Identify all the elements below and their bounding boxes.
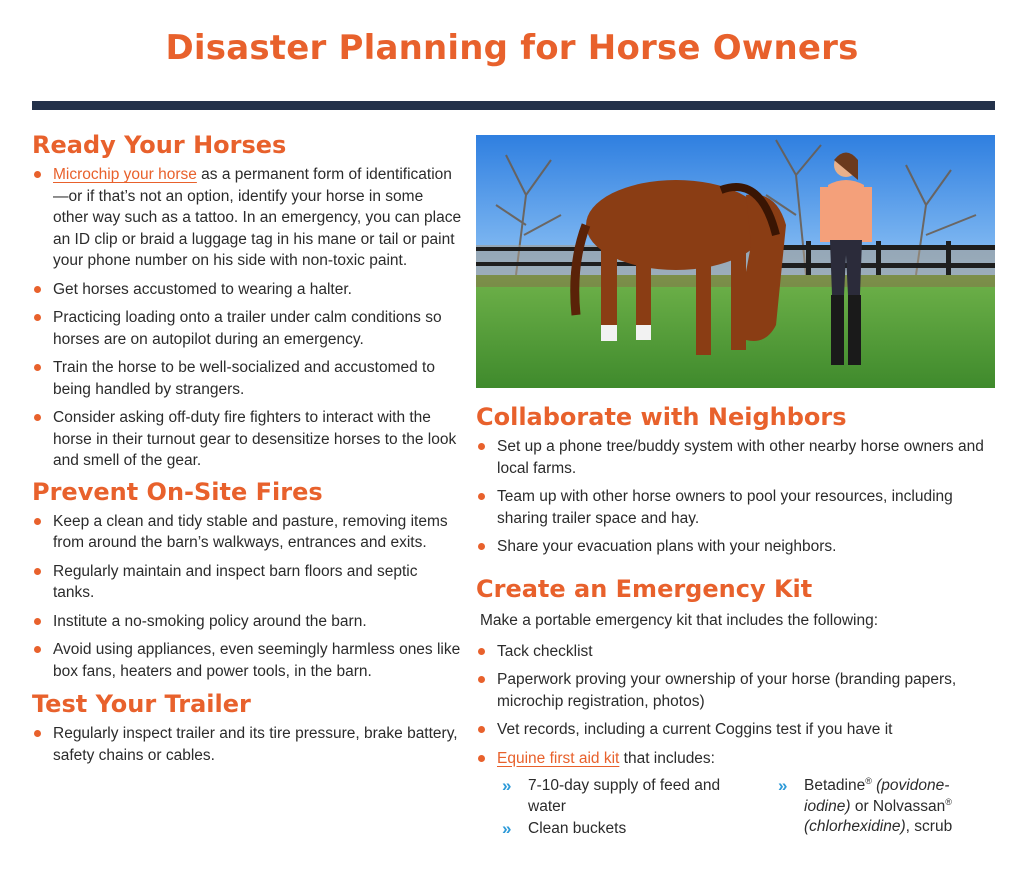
sublist-item-text: Betadine	[804, 777, 866, 794]
bullet-icon	[478, 543, 485, 550]
sublist-item-text: Clean buckets	[528, 820, 627, 837]
list-item	[476, 436, 996, 479]
bullet-icon	[34, 568, 41, 575]
sublist-item-text: or Nolvassan	[850, 797, 946, 815]
title-divider	[32, 101, 995, 110]
sublist-item-text: 7-10-day supply of feed and water	[528, 777, 721, 815]
list-item-text: Regularly inspect trailer and its tire pressure, brake battery, safety chains or cables.	[53, 725, 458, 764]
list-item	[476, 641, 996, 663]
bullet-icon	[34, 518, 41, 525]
bullet-icon	[478, 648, 485, 655]
list-item-text: as a permanent form of identification—or if that’s not an option, identify your horse in some other way such as a tattoo. In an emergency, you can place an ID clip or braid a luggage tag in his mane or tail or paint your phone number on his side with non-toxic paint.	[53, 166, 462, 269]
bullet-icon	[34, 314, 41, 321]
list-item	[32, 357, 462, 400]
list-item-text: Practicing loading onto a trailer under calm conditions so horses are on autopilot during an emergency.	[53, 309, 442, 348]
horse-photo-illustration	[476, 135, 995, 388]
list-item	[476, 719, 996, 741]
list-item	[32, 639, 462, 682]
page-title: Disaster Planning for Horse Owners	[165, 28, 859, 68]
first-aid-sublist	[476, 776, 996, 846]
sublist-item	[502, 819, 758, 840]
list-item-text: Institute a no-smoking policy around the barn.	[53, 612, 367, 630]
bullet-icon	[478, 755, 485, 762]
sublist-item	[502, 776, 758, 817]
left-column	[32, 130, 462, 773]
list-item-text: Team up with other horse owners to pool your resources, including sharing trailer space and hay.	[497, 488, 953, 527]
first-aid-kit-link[interactable]: Equine first aid kit	[497, 749, 620, 767]
list-item	[476, 536, 996, 558]
bullet-icon	[34, 646, 41, 653]
bullet-icon	[34, 618, 41, 625]
list-item	[32, 511, 462, 554]
list-item-text: Consider asking off-duty fire fighters to interact with the horse in their turnout gear to desensitize horses to the look and smell of the gear.	[53, 409, 457, 469]
sublist-item-text: (chlorhexidine)	[804, 818, 906, 835]
list-item	[32, 611, 462, 633]
horse-photo	[476, 135, 995, 388]
fires-heading: Prevent On-Site Fires	[32, 477, 323, 506]
list-item-text: Train the horse to be well-socialized and accustomed to being handled by strangers.	[53, 359, 435, 398]
sublist-item-text: , scrub	[905, 818, 953, 835]
list-item	[32, 279, 462, 301]
chevron-right-icon: »	[778, 776, 788, 795]
bullet-icon	[478, 493, 485, 500]
neighbors-heading: Collaborate with Neighbors	[476, 403, 847, 431]
list-item-text: Tack checklist	[497, 642, 593, 660]
list-item-text: Share your evacuation plans with your neighbors.	[497, 538, 837, 555]
bullet-icon	[34, 414, 41, 421]
list-item-text: Set up a phone tree/buddy system with other nearby horse owners and local farms.	[497, 438, 984, 477]
right-column	[476, 400, 996, 846]
list-item	[32, 723, 462, 766]
list-item	[476, 486, 996, 529]
neighbors-list	[476, 436, 996, 558]
list-item	[476, 669, 996, 712]
trailer-heading: Test Your Trailer	[32, 690, 251, 718]
microchip-link[interactable]: Microchip your horse	[53, 166, 197, 183]
list-item-text: Paperwork proving your ownership of your horse (branding papers, microchip registration, photos)	[497, 671, 957, 710]
bullet-icon	[34, 286, 41, 293]
list-item-text: Avoid using appliances, even seemingly harmless ones like box fans, heaters and power tools, in the barn.	[53, 641, 461, 680]
kit-heading: Create an Emergency Kit	[476, 574, 813, 603]
list-item-text: Get horses accustomed to wearing a halter.	[53, 280, 352, 298]
list-item	[476, 748, 996, 770]
list-item-text: Vet records, including a current Coggins test if you have it	[497, 721, 893, 738]
list-item	[32, 407, 462, 472]
registered-mark: ®	[865, 775, 872, 786]
bullet-icon	[34, 730, 41, 737]
list-item-text: Regularly maintain and inspect barn floors and septic tanks.	[53, 562, 418, 601]
registered-mark: ®	[945, 796, 952, 807]
ready-heading: Ready Your Horses	[32, 131, 287, 159]
bullet-icon	[478, 443, 485, 450]
trailer-list	[32, 723, 462, 766]
bullet-icon	[478, 726, 485, 733]
ready-list	[32, 164, 462, 472]
fires-list	[32, 511, 462, 683]
kit-intro: Make a portable emergency kit that includes the following:	[480, 611, 879, 629]
sublist-item	[778, 776, 984, 838]
chevron-right-icon: »	[502, 819, 512, 838]
list-item-text: that includes:	[619, 749, 715, 767]
list-item-text: Keep a clean and tidy stable and pasture, removing items from around the barn’s walkways, entrances and exits.	[53, 512, 448, 551]
sublist-item-text: (povidone-iodine)	[804, 777, 950, 815]
list-item	[32, 307, 462, 350]
bullet-icon	[34, 171, 41, 178]
bullet-icon	[34, 364, 41, 371]
list-item	[32, 561, 462, 604]
kit-list	[476, 641, 996, 770]
list-item	[32, 164, 462, 272]
chevron-right-icon: »	[502, 776, 512, 795]
bullet-icon	[478, 676, 485, 683]
